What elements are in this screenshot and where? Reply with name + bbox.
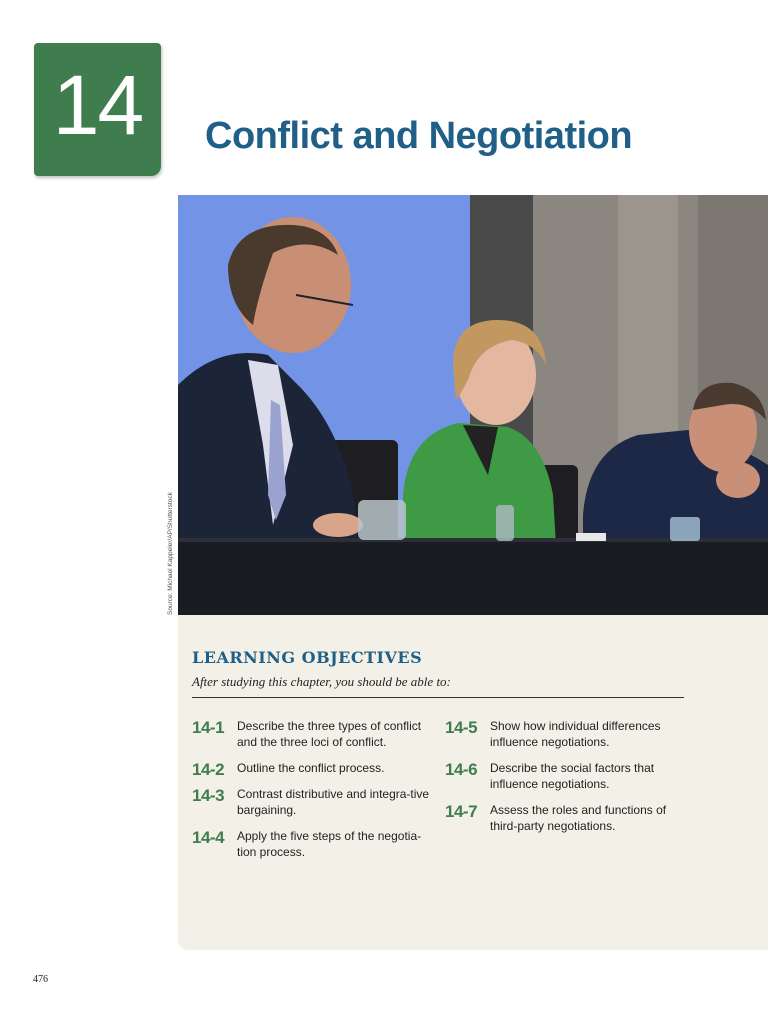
page-number: 476 bbox=[33, 974, 48, 985]
objective-text: Outline the conflict process. bbox=[237, 761, 385, 775]
photo-credit: Source: Michael Kappeler/AP/Shutterstock bbox=[167, 492, 174, 615]
learning-objectives-panel bbox=[178, 615, 768, 950]
divider-rule bbox=[192, 697, 684, 698]
photo-illustration bbox=[178, 195, 768, 615]
objective-number: 14-7 bbox=[445, 802, 478, 821]
objective-number: 14-6 bbox=[445, 760, 478, 779]
learning-objectives-heading: LEARNING OBJECTIVES bbox=[192, 648, 423, 667]
objective-number: 14-4 bbox=[192, 828, 225, 847]
objective-number: 14-1 bbox=[192, 718, 225, 737]
objective-number: 14-5 bbox=[445, 718, 478, 737]
objective-number: 14-2 bbox=[192, 760, 225, 779]
conference-table bbox=[178, 540, 768, 615]
chapter-opening-photo bbox=[178, 195, 768, 615]
objective-number: 14-3 bbox=[192, 786, 225, 805]
objective-text: Contrast distributive and integra-tive bargaining. bbox=[237, 787, 430, 817]
objective-text: Show how individual differences influence negotiations. bbox=[490, 719, 661, 749]
chapter-number-badge bbox=[34, 43, 161, 176]
objective-text: Describe the three types of conflict and the three loci of conflict. bbox=[237, 719, 422, 749]
chapter-number: 14 bbox=[52, 58, 143, 152]
objective-text: Describe the social factors that influence negotiations. bbox=[490, 761, 655, 791]
learning-objectives-intro: After studying this chapter, you should be able to: bbox=[192, 674, 451, 689]
chapter-title: Conflict and Negotiation bbox=[205, 115, 633, 157]
objective-text: Assess the roles and functions of third-party negotiations. bbox=[490, 803, 667, 833]
objective-text: Apply the five steps of the negotia-tion process. bbox=[237, 829, 422, 859]
